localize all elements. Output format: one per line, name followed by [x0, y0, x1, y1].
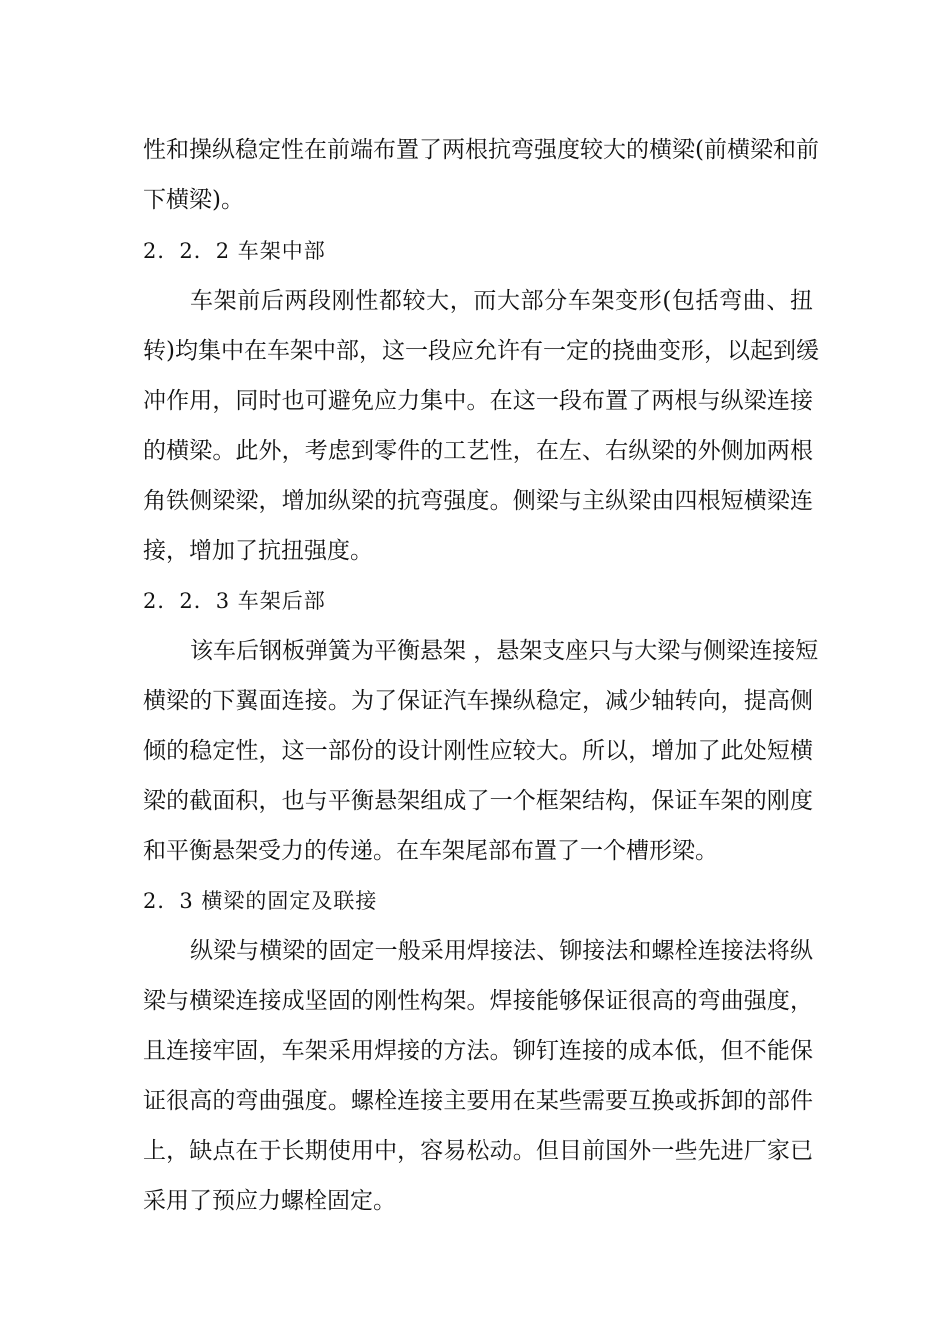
paragraph-line: 性和操纵稳定性在前端布置了两根抗弯强度较大的横梁(前横梁和前 [143, 137, 819, 163]
paragraph-line: 梁的截面积，也与平衡悬架组成了一个框架结构，保证车架的刚度 [143, 788, 813, 814]
paragraph-line: 和平衡悬架受力的传递。在车架尾部布置了一个槽形梁。 [143, 838, 718, 864]
paragraph-line: 转)均集中在车架中部，这一段应允许有一定的挠曲变形，以起到缓 [143, 338, 819, 364]
section-heading: 2．2．3 车架后部 [143, 589, 326, 613]
paragraph-line: 横梁的下翼面连接。为了保证汽车操纵稳定，减少轴转向，提高侧 [143, 688, 813, 714]
paragraph-line: 纵梁与横梁的固定一般采用焊接法、铆接法和螺栓连接法将纵 [190, 938, 813, 964]
paragraph-line: 采用了预应力螺栓固定。 [143, 1188, 396, 1214]
paragraph-line: 梁与横梁连接成坚固的刚性构架。焊接能够保证很高的弯曲强度， [143, 988, 813, 1014]
paragraph-line: 且连接牢固，车架采用焊接的方法。铆钉连接的成本低，但不能保 [143, 1038, 813, 1064]
paragraph-line: 车架前后两段刚性都较大，而大部分车架变形(包括弯曲、扭 [190, 288, 813, 314]
paragraph-line: 该车后钢板弹簧为平衡悬架 ，悬架支座只与大梁与侧梁连接短 [190, 638, 819, 664]
paragraph-line: 倾的稳定性，这一部份的设计刚性应较大。所以，增加了此处短横 [143, 738, 813, 764]
section-heading: 2．2．2 车架中部 [143, 239, 326, 263]
paragraph-line: 角铁侧梁梁，增加纵梁的抗弯强度。侧梁与主纵梁由四根短横梁连 [143, 488, 813, 514]
section-heading: 2．3 横梁的固定及联接 [143, 889, 378, 913]
paragraph-line: 接，增加了抗扭强度。 [143, 538, 373, 564]
paragraph-line: 证很高的弯曲强度。螺栓连接主要用在某些需要互换或拆卸的部件 [143, 1088, 813, 1114]
paragraph-line: 的横梁。此外，考虑到零件的工艺性，在左、右纵梁的外侧加两根 [143, 438, 813, 464]
paragraph-line: 上，缺点在于长期使用中，容易松动。但目前国外一些先进厂家已 [143, 1138, 813, 1164]
paragraph-line: 冲作用，同时也可避免应力集中。在这一段布置了两根与纵梁连接 [143, 388, 813, 414]
paragraph-line: 下横梁)。 [143, 187, 244, 213]
